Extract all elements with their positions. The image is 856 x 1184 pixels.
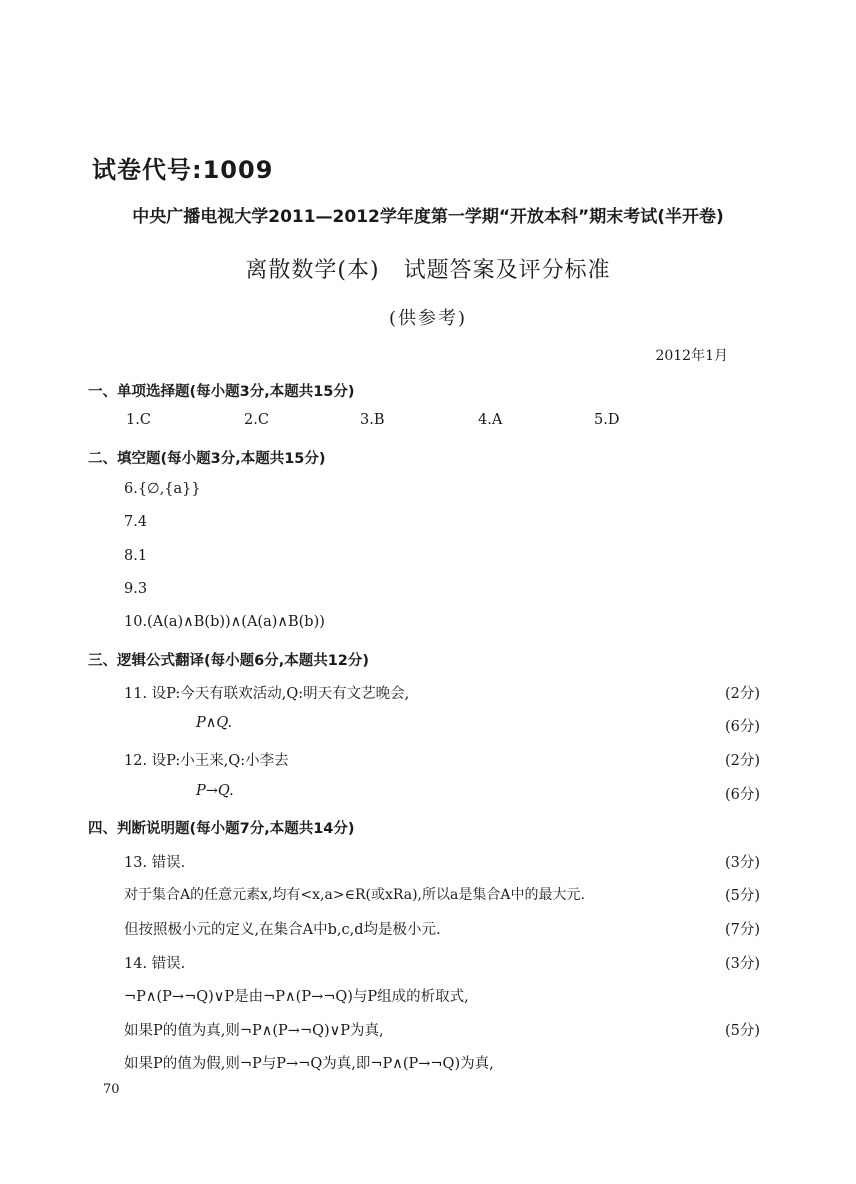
section-3-heading: 三、逻辑公式翻译(每小题6分,本题共12分) xyxy=(88,653,370,669)
question-14-line-2-score: (5分) xyxy=(724,1023,760,1039)
document-date: 2012年1月 xyxy=(655,348,728,364)
question-11-formula: P∧Q. xyxy=(196,715,233,731)
fill-answer-6: 6.{∅,{a}} xyxy=(124,481,201,497)
exam-code: 试卷代号:1009 xyxy=(92,156,274,184)
question-13-score: (3分) xyxy=(724,855,760,871)
question-14-line-3: 如果P的值为假,则¬P与P→¬Q为真,即¬P∧(P→¬Q)为真, xyxy=(124,1056,494,1072)
fill-answer-10: 10.(A(a)∧B(b))∧(A(a)∧B(b)) xyxy=(124,614,325,630)
answer-2: 2.C xyxy=(244,412,269,428)
question-11-score: (2分) xyxy=(724,686,760,702)
question-14-text: 14. 错误. xyxy=(124,956,186,972)
question-13-line-1: 对于集合A的任意元素x,均有<x,a>∈R(或xRa),所以a是集合A中的最大元. xyxy=(124,887,585,903)
question-13-line-2-score: (7分) xyxy=(724,922,760,938)
section-2-heading: 二、填空题(每小题3分,本题共15分) xyxy=(88,451,326,467)
answer-1: 1.C xyxy=(126,412,151,428)
document-title: 离散数学(本) 试题答案及评分标准 xyxy=(245,258,611,283)
question-13-line-2: 但按照极小元的定义,在集合A中b,c,d均是极小元. xyxy=(124,922,441,938)
question-13-text: 13. 错误. xyxy=(124,855,186,871)
exam-header: 中央广播电视大学2011—2012学年度第一学期“开放本科”期末考试(半开卷) xyxy=(132,207,724,227)
page-number: 70 xyxy=(103,1082,120,1097)
fill-answer-9: 9.3 xyxy=(124,581,148,597)
fill-answer-8: 8.1 xyxy=(124,548,148,564)
answer-4: 4.A xyxy=(478,412,503,428)
question-12-score: (2分) xyxy=(724,753,760,769)
section-4-heading: 四、判断说明题(每小题7分,本题共14分) xyxy=(88,821,355,837)
answer-5: 5.D xyxy=(594,412,620,428)
question-12-text: 12. 设P:小王来,Q:小李去 xyxy=(124,753,289,769)
question-14-line-1: ¬P∧(P→¬Q)∨P是由¬P∧(P→¬Q)与P组成的析取式, xyxy=(124,989,469,1005)
answer-3: 3.B xyxy=(360,412,385,428)
question-14-score: (3分) xyxy=(724,956,760,972)
fill-answer-7: 7.4 xyxy=(124,514,148,530)
section-1-heading: 一、单项选择题(每小题3分,本题共15分) xyxy=(88,384,355,400)
question-12-formula: P→Q. xyxy=(196,783,234,799)
question-13-line-1-score: (5分) xyxy=(724,888,760,904)
question-11-text: 11. 设P:今天有联欢活动,Q:明天有文艺晚会, xyxy=(124,686,410,702)
question-12-formula-score: (6分) xyxy=(724,787,760,803)
question-14-line-2: 如果P的值为真,则¬P∧(P→¬Q)∨P为真, xyxy=(124,1023,384,1039)
question-11-formula-score: (6分) xyxy=(724,719,760,735)
document-subtitle: (供参考) xyxy=(388,308,468,329)
